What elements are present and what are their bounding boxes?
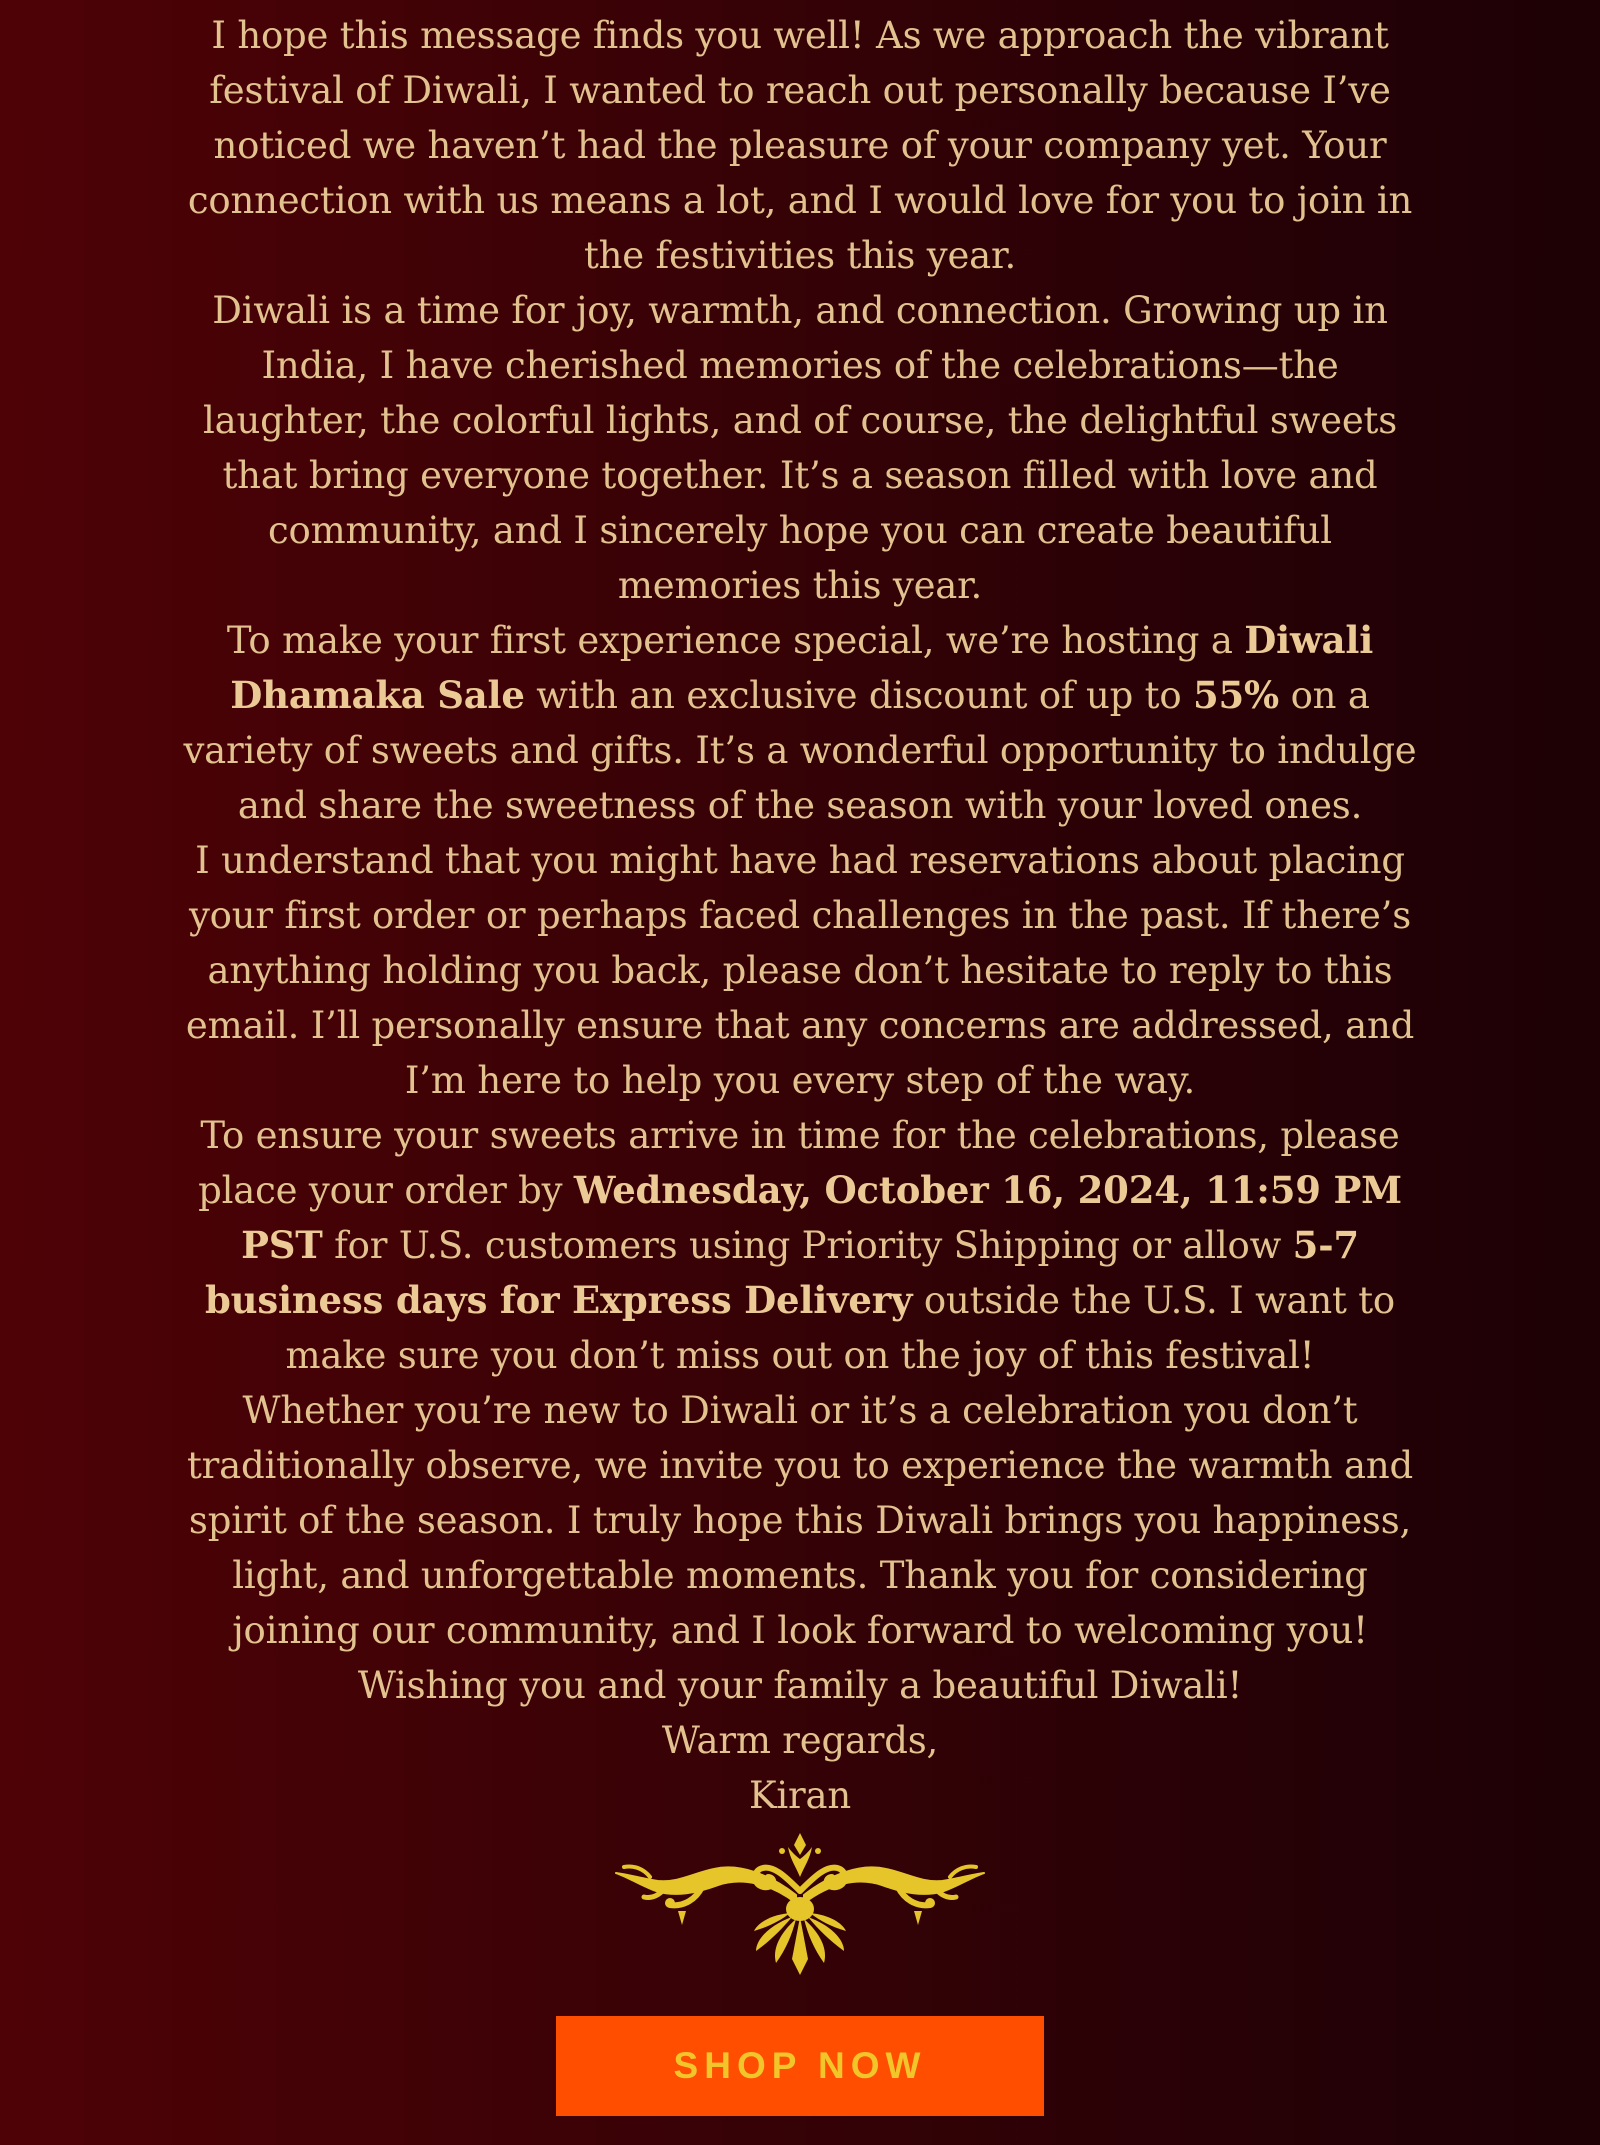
- paragraph-wishes: Wishing you and your family a beautiful Diwali!: [357, 1664, 1243, 1707]
- sale-text-1: To make your first experience special, we’re hosting a: [226, 619, 1245, 662]
- paragraph-invitation: Whether you’re new to Diwali or it’s a celebration you don’t traditionally observe, we invite you to experience the warmth and spirit of the season. I truly hope this Diwali brings you happiness, light, and unforgettable moments. Thank you for considering joining our community, and I look forward to welcoming you!: [187, 1389, 1413, 1652]
- closing-line: Warm regards,: [661, 1719, 939, 1762]
- sale-name: Diwali Dhamaka Sale: [230, 618, 1374, 717]
- express-delivery-window: 5-7 business days for Express Delivery: [204, 1223, 1359, 1322]
- paragraph-intro: I hope this message finds you well! As we approach the vibrant festival of Diwali, I wanted to reach out personally because I’ve noticed we haven’t had the pleasure of your company yet. Your connection with us means a lot, and I would love for you to join in the festivities this year.: [187, 14, 1413, 277]
- sale-text-2: with an exclusive discount of up to: [524, 674, 1193, 717]
- discount-percent: 55%: [1192, 673, 1280, 717]
- shipping-text-3: outside the U.S. I want to make sure you don’t miss out on the joy of this festival!: [285, 1279, 1396, 1377]
- letter-body: [180, 8, 1420, 1823]
- paragraph-diwali-memories: Diwali is a time for joy, warmth, and connection. Growing up in India, I have cherished memories of the celebrations—the laughter, the colorful lights, and of course, the delightful sweets that bring everyone together. It’s a season filled with love and community, and I sincerely hope you can create beautiful memories this year.: [203, 289, 1397, 607]
- shipping-text-2: for U.S. customers using Priority Shipping or allow: [322, 1224, 1293, 1267]
- paragraph-shipping-deadline: [180, 1108, 1420, 1383]
- sale-text-3: on a variety of sweets and gifts. It’s a wonderful opportunity to indulge and share the sweetness of the season with your loved ones.: [183, 674, 1417, 827]
- paragraph-sale-offer: [180, 613, 1420, 833]
- shipping-text-1: To ensure your sweets arrive in time for the celebrations, please place your order by: [198, 1114, 1400, 1212]
- shop-now-button[interactable]: SHOP NOW: [556, 2016, 1044, 2116]
- paragraph-reservations: I understand that you might have had reservations about placing your first order or perhaps faced challenges in the past. If there’s anything holding you back, please don’t hesitate to reply to this email. I’ll personally ensure that any concerns are addressed, and I’m here to help you every step of the way.: [185, 839, 1415, 1102]
- signature: Kiran: [748, 1774, 852, 1817]
- ornamental-flourish-icon: [610, 1825, 990, 1985]
- order-deadline: Wednesday, October 16, 2024, 11:59 PM PST: [241, 1168, 1402, 1267]
